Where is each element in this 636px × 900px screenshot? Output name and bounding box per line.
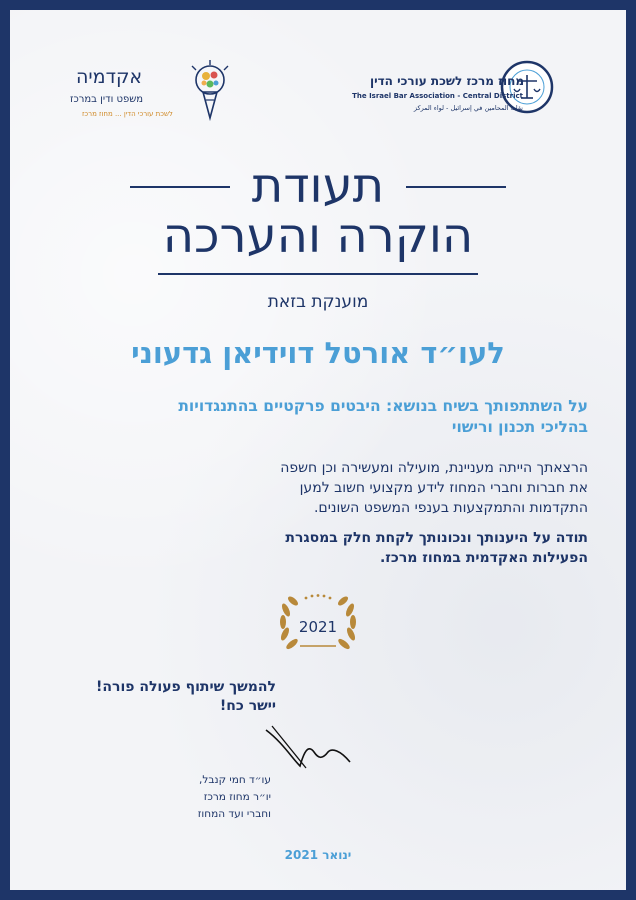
badge-year: 2021	[298, 618, 338, 636]
thanks-line: הפעילות האקדמית במחוז מרכז.	[379, 550, 588, 566]
closing-text	[26, 678, 276, 716]
recipient-name: לעו״ד אורטל דוידיאן גדעוני	[131, 336, 505, 370]
signature-icon	[262, 722, 354, 772]
thanks-line: תודה על היענותך ונכונותך לקחת חלק במסגרת	[285, 530, 588, 546]
topic-text	[28, 396, 588, 438]
bar-association-arabic: نقابة المحامين في إسرائيل - لواء المركز	[413, 104, 523, 112]
academy-subtitle: משפט ודין במרכז	[70, 94, 144, 105]
body-line: התקדמות והתמקצעות בענפי המשפט השונים.	[313, 500, 588, 516]
body-line: את חברות וחברי המחוז לידע מקצועי חשוב למען	[299, 480, 588, 496]
closing-line: יישר כח!	[219, 698, 276, 714]
thanks-text	[28, 528, 588, 568]
certificate-page	[10, 10, 626, 890]
year-badge	[272, 588, 364, 664]
closing-line: להמשך שיתוף פעולה פורה!	[96, 679, 276, 695]
topic-line: על השתתפותך בשיח בנושא: היבטים פרקטיים בהתנגדויות	[178, 397, 588, 415]
academy-title: אקדמיה	[76, 66, 143, 88]
academy-tagline: לשכת עורכי הדין ... מחוז מרכז	[82, 110, 173, 118]
certificate-title: תעודת	[251, 158, 385, 214]
title-underline	[158, 273, 478, 275]
bar-association-hebrew: מחוז מרכז לשכת עורכי הדין	[369, 74, 524, 88]
signer-block	[71, 772, 271, 823]
lightbulb-pencil-icon	[186, 60, 230, 122]
issue-date: ינואר 2021	[284, 848, 352, 862]
signer-line: וחברי ועד המחוז	[197, 808, 271, 820]
certificate-subtitle: הוקרה והערכה	[162, 208, 474, 264]
topic-line: בהליכי תכנון ורישוי	[451, 418, 588, 436]
awarded-text: מוענקת בזאת	[267, 292, 369, 312]
bar-association-english: The Israel Bar Association - Central District	[352, 92, 523, 100]
body-text	[28, 458, 588, 518]
body-line: הרצאתך הייתה מעניינת, מועילה ומעשירה וכן חשפה	[280, 460, 588, 476]
signer-line: יו״ר מחוז מרכז	[203, 791, 271, 803]
signer-line: עו״ד חמי קנבל,	[199, 774, 271, 786]
